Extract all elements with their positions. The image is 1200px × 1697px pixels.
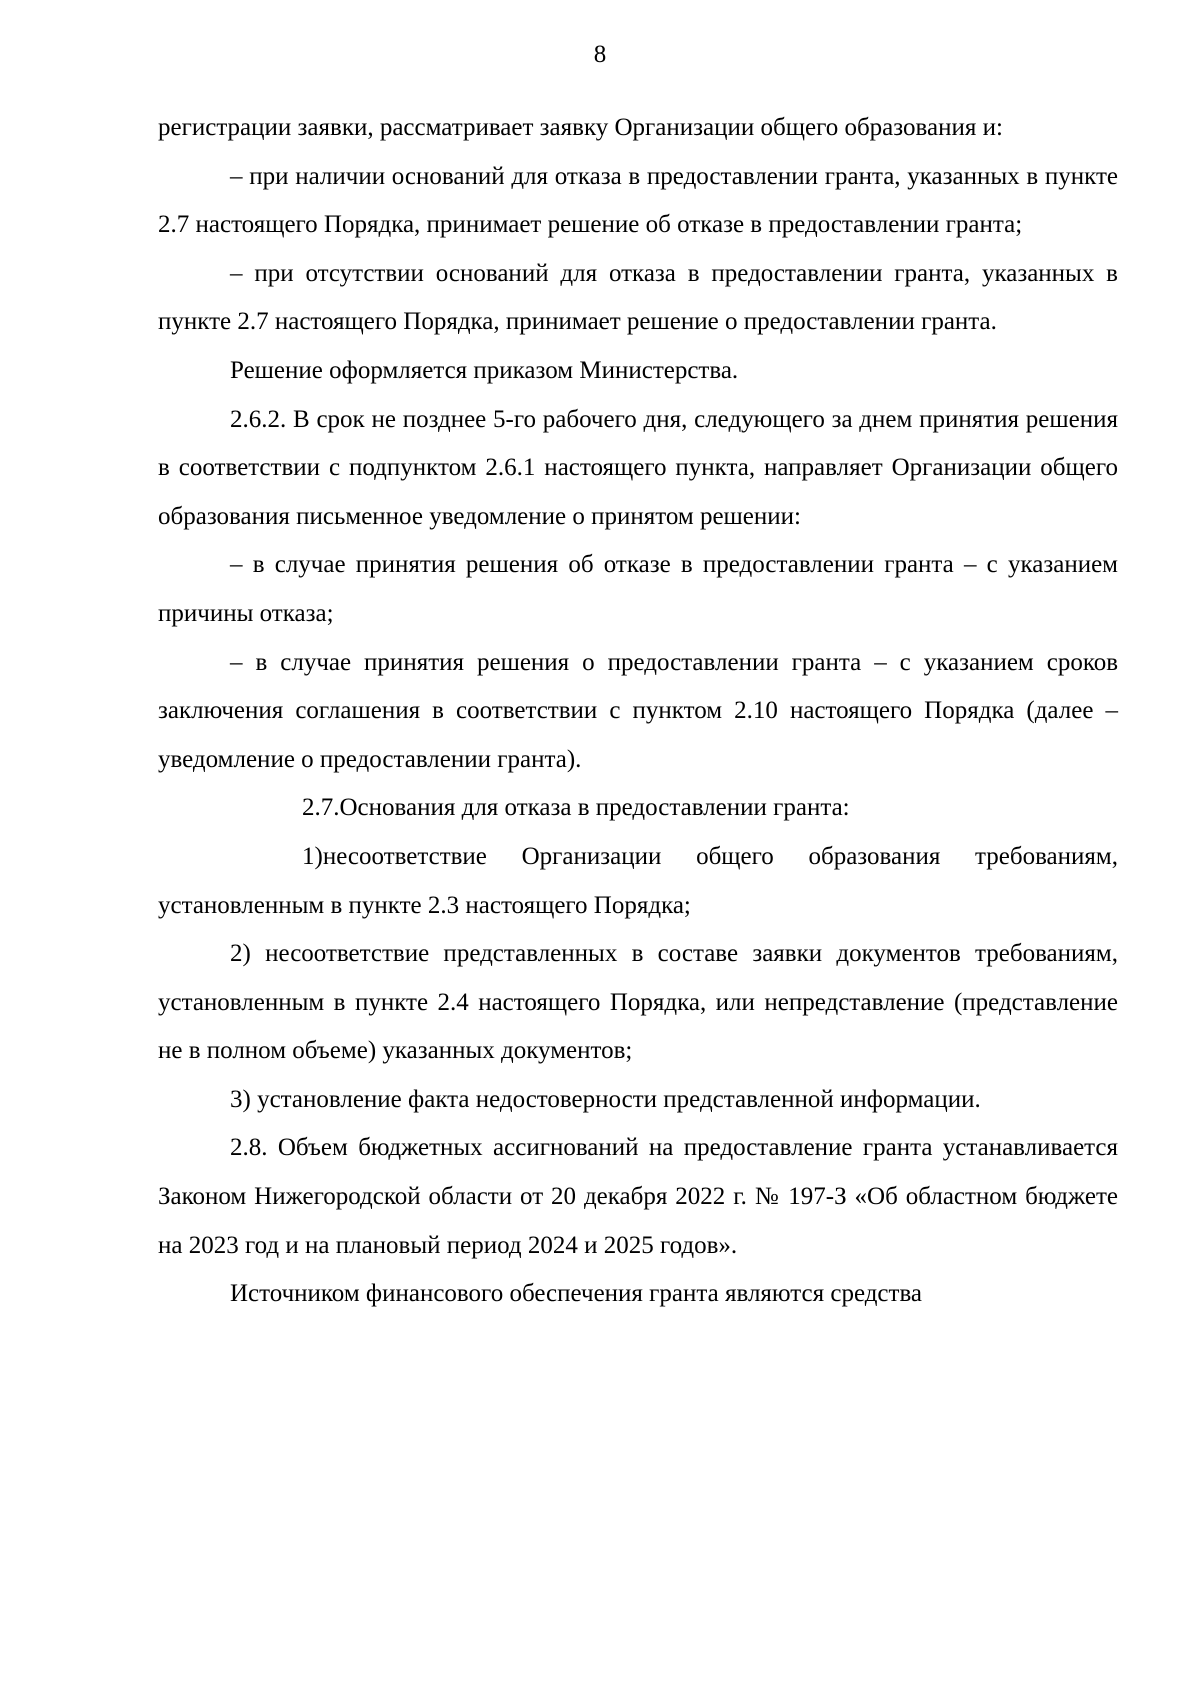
paragraph-refusal-grounds-absent: – при отсутствии оснований для отказа в предоставлении гранта, указанных в пункте 2.7 настоящего Порядка, принимает решение о предоставлении гранта. [158, 259, 1118, 336]
paragraph-2-8: 2.8. Объем бюджетных ассигнований на предоставление гранта устанавливается Законом Нижегородской области от 20 декабря 2022 г. № 197-З «Об областном бюджете на 2023 год и на плановый период 2024 и 2025 годов». [158, 1134, 1118, 1259]
paragraph-refusal-notice: – в случае принятия решения об отказе в предоставлении гранта – с указанием причины отказа; [158, 551, 1118, 627]
item-text: несоответствие Организации общего образования требованиям, установленным в пункте 2.3 настоящего Порядка; [158, 842, 1118, 919]
paragraph-decision-order: Решение оформляется приказом Министерства. [230, 356, 739, 384]
paragraph-item-3: 3) установление факта недостоверности представленной информации. [230, 1085, 981, 1113]
paragraph-2-6-2: 2.6.2. В срок не позднее 5-го рабочего дня, следующего за днем принятия решения в соответствии с подпунктом 2.6.1 настоящего пункта, направляет Организации общего образования письменное уведомление о принятом решении: [158, 405, 1118, 530]
document-body [158, 104, 1118, 1319]
section-number: 2.7. [302, 794, 340, 822]
section-text: Основания для отказа в предоставлении гранта: [339, 794, 850, 822]
page-number: 8 [593, 41, 607, 68]
paragraph-item-2: 2) несоответствие представленных в составе заявки документов требованиям, установленным в пункте 2.4 настоящего Порядка, или непредставление (представление не в полном объеме) указанных документов; [158, 940, 1118, 1065]
paragraph-funding-source: Источником финансового обеспечения гранта являются средства [230, 1280, 923, 1308]
paragraph-refusal-grounds-present: – при наличии оснований для отказа в предоставлении гранта, указанных в пункте 2.7 настоящего Порядка, принимает решение об отказе в предоставлении гранта; [158, 162, 1118, 239]
paragraph-continuation: регистрации заявки, рассматривает заявку Организации общего образования и: [158, 114, 1003, 141]
paragraph-grant-notice: – в случае принятия решения о предоставлении гранта – с указанием сроков заключения соглашения в соответствии с пунктом 2.10 настоящего Порядка (далее – уведомление о предоставлении гранта). [158, 648, 1118, 773]
paragraph-2-7 [158, 784, 1118, 833]
paragraph-item-1 [158, 833, 1118, 930]
item-number: 1) [302, 842, 323, 870]
